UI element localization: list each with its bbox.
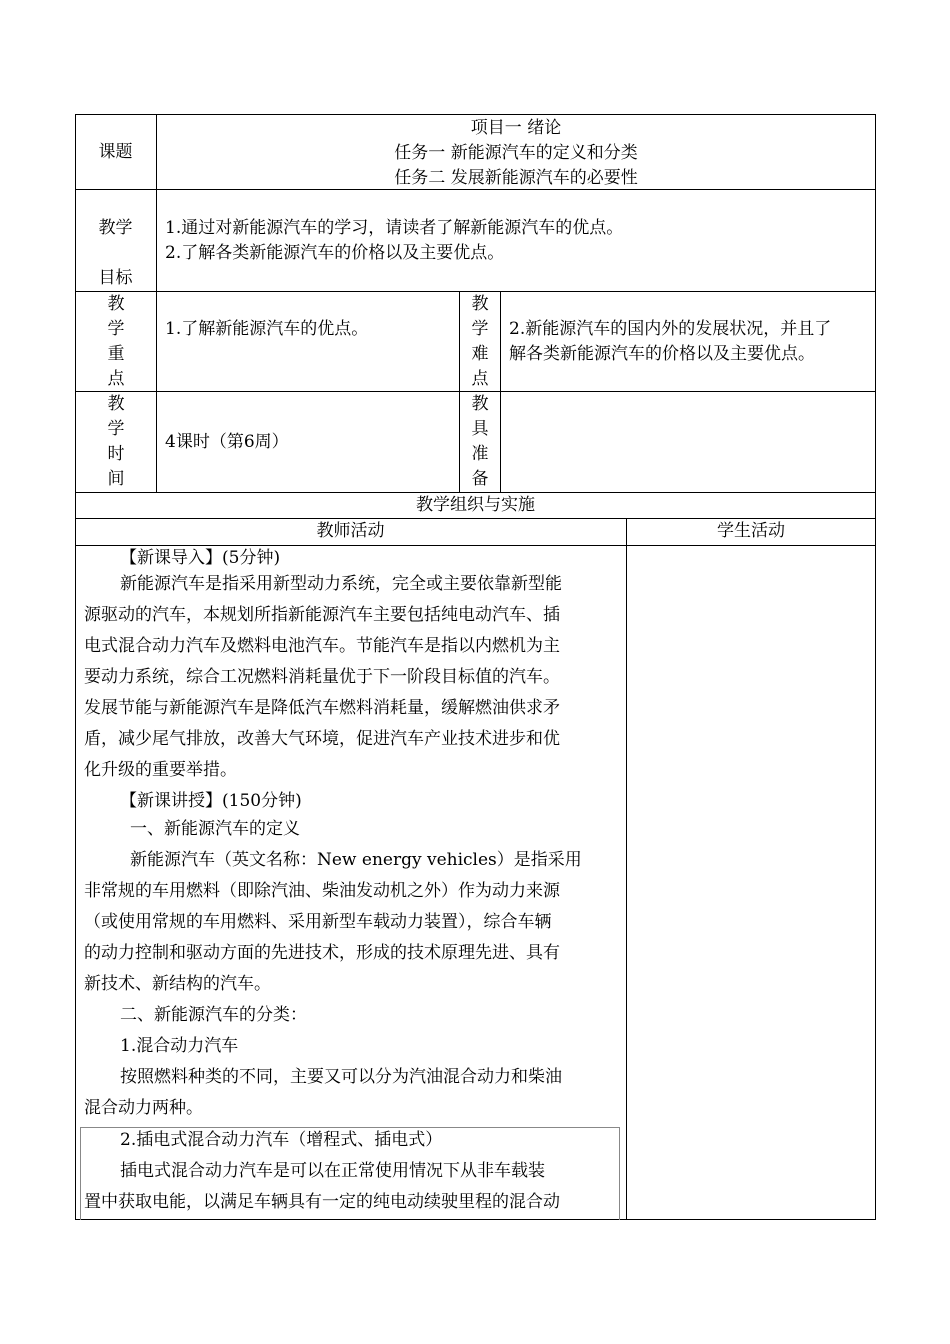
time-label-char: 学 <box>107 419 125 439</box>
topic-label: 课题 <box>98 142 133 162</box>
hybrid-line: 按照燃料种类的不同，主要又可以分为汽油混合动力和柴油 <box>120 1067 562 1087</box>
intro-line: 盾，减少尾气排放，改善大气环境，促进汽车产业技术进步和优 <box>84 729 560 749</box>
intro-line: 要动力系统，综合工况燃料消耗量优于下一阶段目标值的汽车。 <box>84 667 560 687</box>
intro-line: 电式混合动力汽车及燃料电池汽车。节能汽车是指以内燃机为主 <box>84 636 560 656</box>
intro-line: 发展节能与新能源汽车是降低汽车燃料消耗量，缓解燃油供求矛 <box>84 698 560 718</box>
plugin-line: 置中获取电能，以满足车辆具有一定的纯电动续驶里程的混合动 <box>84 1192 560 1212</box>
organization-title: 教学组织与实施 <box>416 495 535 515</box>
tools-label-char: 准 <box>471 444 489 464</box>
student-activity-header: 学生活动 <box>717 521 785 541</box>
topic-line-2: 任务一 新能源汽车的定义和分类 <box>394 143 638 163</box>
intro-line: 源驱动的汽车，本规划所指新能源汽车主要包括纯电动汽车、插 <box>84 605 560 625</box>
definition-line: 新技术、新结构的汽车。 <box>84 974 271 994</box>
difficulty-label <box>460 292 500 392</box>
key-points-label-char: 重 <box>107 344 125 364</box>
definition-line: 的动力控制和驱动方面的先进技术，形成的技术原理先进、具有 <box>84 943 560 963</box>
difficulty-label-char: 点 <box>471 369 489 389</box>
key-points-label-char: 教 <box>107 294 125 314</box>
intro-heading: 【新课导入】(5分钟) <box>120 548 281 568</box>
time-label-char: 间 <box>107 469 125 489</box>
teacher-activity-header: 教师活动 <box>316 521 385 541</box>
goals-label-top: 教学 <box>98 218 133 238</box>
plugin-heading: 2.插电式混合动力汽车（增程式、插电式） <box>120 1130 443 1150</box>
goal-line-2: 2.了解各类新能源汽车的价格以及主要优点。 <box>165 243 505 263</box>
key-points-label-char: 点 <box>107 369 125 389</box>
hybrid-line: 混合动力两种。 <box>84 1098 203 1118</box>
tools-label-char: 具 <box>471 419 489 439</box>
plugin-line: 插电式混合动力汽车是可以在正常使用情况下从非车载装 <box>120 1161 545 1181</box>
time-label <box>96 392 136 492</box>
time-label-char: 时 <box>107 444 125 464</box>
lecture-heading: 【新课讲授】(150分钟) <box>120 791 302 811</box>
key-points-label-char: 学 <box>107 319 125 339</box>
goals-label-bottom: 目标 <box>98 268 133 288</box>
difficulty-line-1: 2.新能源汽车的国内外的发展状况，并且了 <box>509 319 832 339</box>
difficulty-label-char: 难 <box>471 344 489 364</box>
tools-label <box>460 392 500 492</box>
time-text: 4课时（第6周） <box>165 432 289 452</box>
tools-label-char: 教 <box>471 394 489 414</box>
time-label-char: 教 <box>107 394 125 414</box>
difficulty-label-char: 教 <box>471 294 489 314</box>
intro-line: 化升级的重要举措。 <box>84 760 237 780</box>
goal-line-1: 1.通过对新能源汽车的学习，请读者了解新能源汽车的优点。 <box>165 218 624 238</box>
column-divider <box>626 518 627 1220</box>
classification-heading: 二、新能源汽车的分类： <box>120 1005 307 1025</box>
definition-line: 非常规的车用燃料（即除汽油、柴油发动机之外）作为动力来源 <box>84 881 560 901</box>
definition-heading: 一、新能源汽车的定义 <box>130 819 300 839</box>
topic-line-3: 任务二 发展新能源汽车的必要性 <box>394 168 638 188</box>
definition-line: （或使用常规的车用燃料、采用新型车载动力装置），综合车辆 <box>84 912 552 932</box>
difficulty-label-char: 学 <box>471 319 489 339</box>
hybrid-heading: 1.混合动力汽车 <box>120 1036 239 1056</box>
tools-label-char: 备 <box>471 469 489 489</box>
definition-line: 新能源汽车（英文名称：New energy vehicles）是指采用 <box>130 850 582 870</box>
key-points-text: 1.了解新能源汽车的优点。 <box>165 319 369 339</box>
key-points-label <box>96 292 136 392</box>
difficulty-line-2: 解各类新能源汽车的价格以及主要优点。 <box>509 344 815 364</box>
topic-line-1: 项目一 绪论 <box>470 118 562 138</box>
intro-line: 新能源汽车是指采用新型动力系统，完全或主要依靠新型能 <box>120 574 562 594</box>
column-divider <box>500 291 501 492</box>
